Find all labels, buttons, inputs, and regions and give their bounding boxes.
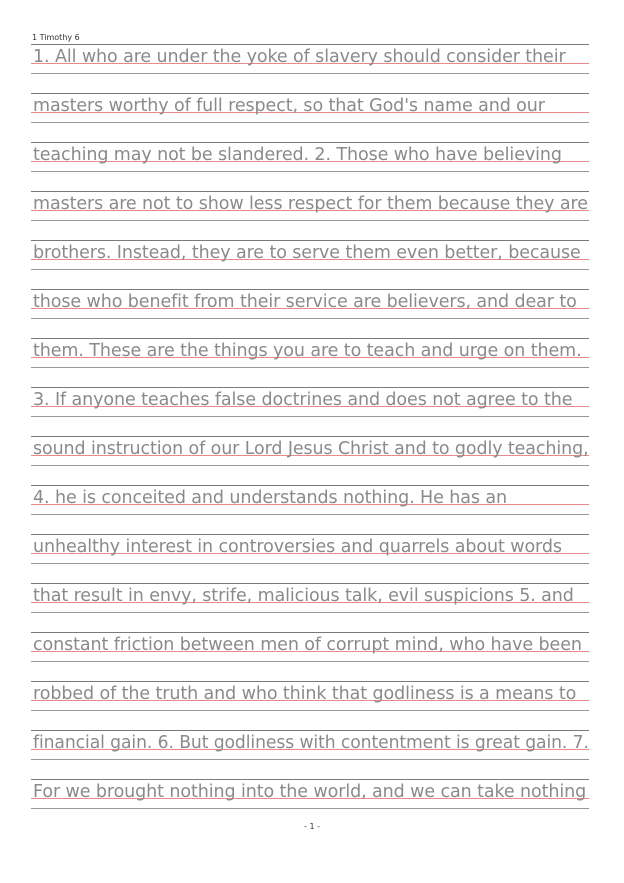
practice-line-text: financial gain. 6. But godliness with contentment is great gain. 7. bbox=[33, 733, 589, 753]
practice-line bbox=[31, 632, 589, 681]
practice-line bbox=[31, 44, 589, 93]
practice-line bbox=[31, 338, 589, 387]
practice-line-text: 4. he is conceited and understands nothing. He has an bbox=[33, 488, 507, 508]
practice-line-text: sound instruction of our Lord Jesus Christ and to godly teaching, bbox=[33, 439, 589, 459]
practice-line-text: teaching may not be slandered. 2. Those who have believing bbox=[33, 145, 562, 165]
practice-line-text: brothers. Instead, they are to serve them even better, because bbox=[33, 243, 581, 263]
practice-line-text: 1. All who are under the yoke of slavery should consider their bbox=[33, 47, 566, 67]
practice-line-text: masters worthy of full respect, so that God's name and our bbox=[33, 96, 545, 116]
practice-line bbox=[31, 289, 589, 338]
practice-line bbox=[31, 779, 589, 828]
page-header-title: 1 Timothy 6 bbox=[32, 33, 80, 42]
practice-line bbox=[31, 534, 589, 583]
practice-line bbox=[31, 583, 589, 632]
handwriting-practice-sheet bbox=[31, 0, 589, 883]
practice-line bbox=[31, 142, 589, 191]
practice-line bbox=[31, 240, 589, 289]
page-number: - 1 - bbox=[304, 822, 320, 831]
practice-line bbox=[31, 191, 589, 240]
practice-line-text: 3. If anyone teaches false doctrines and does not agree to the bbox=[33, 390, 573, 410]
practice-line-text: unhealthy interest in controversies and quarrels about words bbox=[33, 537, 562, 557]
practice-line-text: robbed of the truth and who think that godliness is a means to bbox=[33, 684, 577, 704]
practice-line bbox=[31, 387, 589, 436]
practice-line-text: those who benefit from their service are believers, and dear to bbox=[33, 292, 577, 312]
practice-line-text: constant friction between men of corrupt mind, who have been bbox=[33, 635, 582, 655]
practice-line bbox=[31, 681, 589, 730]
practice-line bbox=[31, 730, 589, 779]
practice-line-text: them. These are the things you are to teach and urge on them. bbox=[33, 341, 582, 361]
practice-line bbox=[31, 93, 589, 142]
practice-line-text: masters are not to show less respect for them because they are bbox=[33, 194, 588, 214]
practice-line bbox=[31, 436, 589, 485]
practice-line-text: For we brought nothing into the world, and we can take nothing bbox=[33, 782, 587, 802]
practice-line-text: that result in envy, strife, malicious talk, evil suspicions 5. and bbox=[33, 586, 574, 606]
practice-line bbox=[31, 485, 589, 534]
